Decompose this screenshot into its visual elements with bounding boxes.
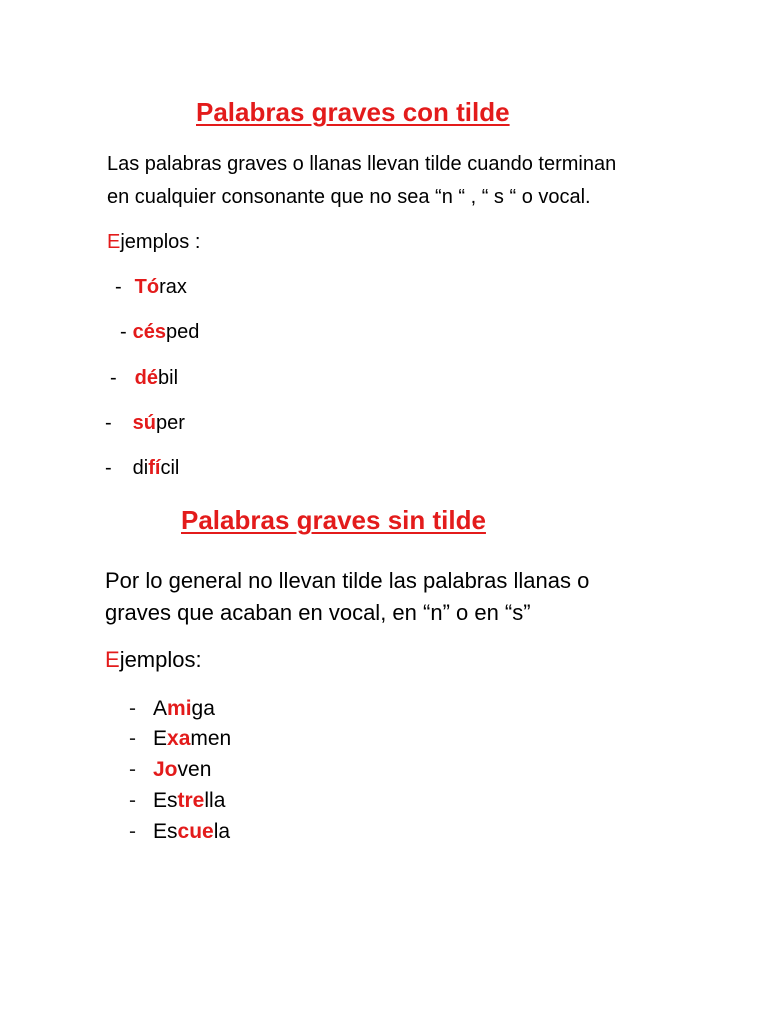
list-item (105, 410, 185, 436)
examples-label-con-tilde (107, 228, 200, 256)
list-dash: - (110, 367, 117, 389)
list-dash: - (129, 697, 136, 720)
list-dash: - (129, 789, 136, 812)
syllable-pre: di (132, 457, 149, 479)
list-item (129, 818, 329, 846)
syllable-post: lla (204, 789, 226, 812)
syllable-post: ped (166, 321, 200, 343)
stressed-syllable: Tó (134, 276, 160, 298)
syllable-post: la (213, 820, 231, 843)
list-dash: - (129, 820, 136, 843)
list-dash: - (105, 412, 112, 434)
stressed-syllable: tre (177, 789, 205, 812)
syllable-post: cil (160, 457, 180, 479)
list-item (129, 695, 329, 723)
list-item (115, 274, 187, 300)
syllable-post: men (190, 727, 232, 750)
stressed-syllable: cés (132, 321, 167, 343)
section-title-con-tilde: Palabras graves con tilde (196, 97, 510, 127)
syllable-post: ven (177, 758, 212, 781)
list-dash: - (129, 727, 136, 750)
list-dash: - (129, 758, 136, 781)
stressed-syllable: cue (177, 820, 214, 843)
rule-paragraph-con-tilde (107, 148, 616, 214)
paragraph-line: graves que acaban en vocal, en “n” o en “s” (105, 600, 531, 625)
list-item (129, 787, 329, 815)
paragraph-line: en cualquier consonante que no sea “n “ , “ s “ o vocal. (107, 186, 591, 208)
syllable-pre: Es (153, 789, 178, 812)
syllable-post: per (156, 412, 185, 434)
syllable-post: rax (159, 276, 187, 298)
examples-initial: E (105, 647, 120, 672)
list-dash: - (115, 276, 122, 298)
syllable-pre: E (153, 727, 168, 750)
list-item (129, 756, 329, 784)
list-item (105, 455, 179, 481)
syllable-post: bil (158, 367, 179, 389)
stressed-syllable: mi (167, 697, 192, 720)
paragraph-line: Las palabras graves o llanas llevan tilde cuando terminan (107, 153, 617, 175)
list-dash: - (105, 457, 112, 479)
paragraph-line: Por lo general no llevan tilde las palabras llanas o (105, 568, 590, 593)
examples-initial: E (107, 231, 121, 253)
stressed-syllable: Jo (153, 758, 178, 781)
list-dash: - (120, 321, 127, 343)
stressed-syllable: xa (167, 727, 191, 750)
rule-paragraph-sin-tilde (105, 565, 589, 629)
syllable-post: ga (191, 697, 215, 720)
syllable-pre: Es (153, 820, 178, 843)
list-item (110, 365, 178, 391)
stressed-syllable: fí (148, 457, 161, 479)
examples-label-sin-tilde (105, 645, 202, 675)
examples-rest: jemplos : (120, 231, 201, 253)
syllable-pre: A (153, 697, 168, 720)
examples-rest: jemplos: (119, 647, 202, 672)
stressed-syllable: dé (134, 367, 159, 389)
list-item (129, 725, 329, 753)
stressed-syllable: sú (132, 412, 157, 434)
list-item (120, 319, 199, 345)
section-title-sin-tilde: Palabras graves sin tilde (181, 505, 486, 535)
